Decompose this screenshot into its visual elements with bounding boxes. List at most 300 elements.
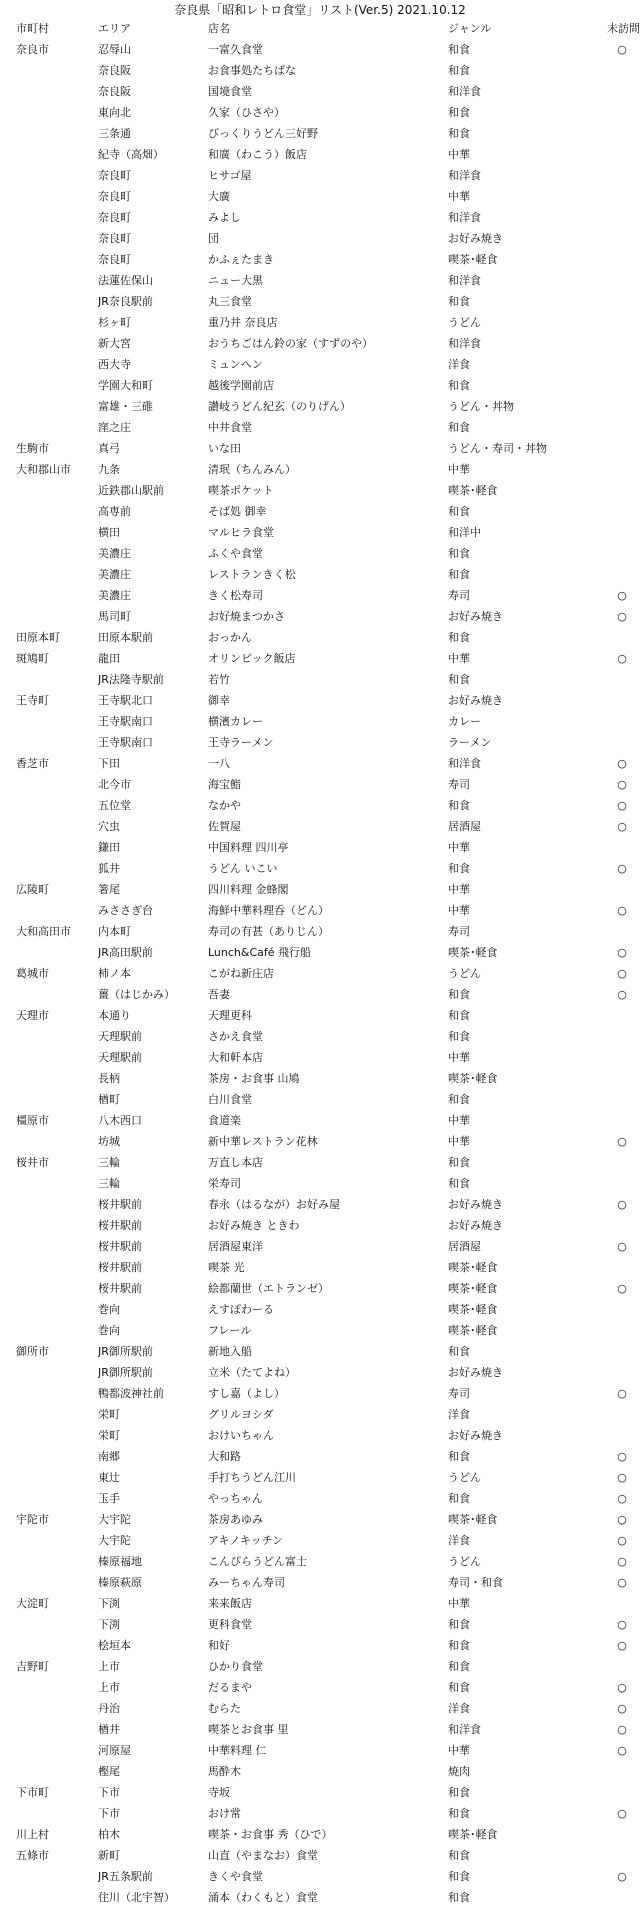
- row-area: 上市: [98, 1660, 120, 1673]
- row-unvisited-mark: [598, 1362, 640, 1383]
- row-genre: お好み焼き: [448, 610, 503, 623]
- row-genre: 喫茶･軽食: [448, 1828, 498, 1841]
- row-city: 王寺町: [16, 694, 49, 707]
- table-row: [0, 1824, 640, 1845]
- row-genre: 中華: [448, 1051, 470, 1064]
- row-unvisited-mark: [598, 165, 640, 186]
- document-title: 奈良県「昭和レトロ食堂」リスト(Ver.5) 2021.10.12: [174, 3, 466, 17]
- row-unvisited-mark: ○: [617, 1534, 627, 1547]
- row-unvisited-mark: [598, 354, 640, 375]
- row-name: うどん いこい: [208, 862, 278, 875]
- row-name: なかや: [208, 799, 241, 812]
- table-row: [0, 984, 640, 1005]
- row-area: JR奈良駅前: [98, 295, 153, 308]
- table-row: [0, 354, 640, 375]
- row-city: [0, 1068, 98, 1089]
- row-area: 龍田: [98, 652, 120, 665]
- row-area: 忍辱山: [98, 43, 131, 56]
- row-area: 奈良阪: [98, 64, 131, 77]
- table-row: [0, 165, 640, 186]
- row-name: お食事処たちばな: [208, 64, 296, 77]
- table-row: [0, 1761, 640, 1782]
- table-row: [0, 1446, 640, 1467]
- row-area: 王寺駅北口: [98, 694, 153, 707]
- row-area: 東向北: [98, 106, 131, 119]
- row-name: 食道楽: [208, 1114, 241, 1127]
- row-area: 学園大和町: [98, 379, 153, 392]
- row-area: 西大寺: [98, 358, 131, 371]
- row-area: 八木西口: [98, 1114, 142, 1127]
- row-city: [0, 1635, 98, 1656]
- row-name: 喫茶ポケット: [208, 484, 274, 497]
- table-row: [0, 333, 640, 354]
- row-name: 佐賀屋: [208, 820, 241, 833]
- row-genre: 中華: [448, 841, 470, 854]
- row-unvisited-mark: ○: [617, 1471, 627, 1484]
- row-genre: 喫茶･軽食: [448, 253, 498, 266]
- table-row: [0, 1404, 640, 1425]
- row-genre: うどん: [448, 1555, 481, 1568]
- row-city: [0, 1047, 98, 1068]
- row-unvisited-mark: [598, 1215, 640, 1236]
- row-area: みささぎ台: [98, 904, 153, 917]
- row-name: 天理更科: [208, 1009, 252, 1022]
- table-row: [0, 480, 640, 501]
- row-city: 吉野町: [16, 1660, 49, 1673]
- row-genre: 和食: [448, 127, 470, 140]
- row-city: [0, 1488, 98, 1509]
- row-genre: 和食: [448, 1870, 470, 1883]
- row-name: Lunch&Café 飛行船: [208, 946, 312, 959]
- table-row: [0, 879, 640, 900]
- row-city: [0, 333, 98, 354]
- table-row: [0, 1236, 640, 1257]
- row-unvisited-mark: [598, 1068, 640, 1089]
- row-name: 横濱カレー: [208, 715, 263, 728]
- row-genre: 洋食: [448, 1408, 470, 1421]
- row-unvisited-mark: [598, 249, 640, 270]
- table-row: [0, 375, 640, 396]
- row-genre: 和洋中: [448, 526, 481, 539]
- row-genre: 和食: [448, 1786, 470, 1799]
- table-row: [0, 1719, 640, 1740]
- row-area: 桧垣本: [98, 1639, 131, 1652]
- row-area: 大宇陀: [98, 1534, 131, 1547]
- row-genre: 和食: [448, 547, 470, 560]
- table-row: [0, 291, 640, 312]
- row-genre: 和食: [448, 379, 470, 392]
- table-row: [0, 1509, 640, 1530]
- row-genre: 寿司: [448, 778, 470, 791]
- row-city: [0, 858, 98, 879]
- row-unvisited-mark: [598, 543, 640, 564]
- row-name: えすぽわーる: [208, 1303, 274, 1316]
- row-genre: 和食: [448, 1891, 470, 1904]
- row-area: 奈良阪: [98, 85, 131, 98]
- table-row: [0, 1362, 640, 1383]
- header-city: 市町村: [16, 22, 49, 35]
- table-row: [0, 837, 640, 858]
- row-unvisited-mark: [598, 1005, 640, 1026]
- row-city: [0, 375, 98, 396]
- row-genre: 喫茶･軽食: [448, 1072, 498, 1085]
- row-unvisited-mark: [598, 102, 640, 123]
- row-area: 下渕: [98, 1618, 120, 1631]
- row-genre: 洋食: [448, 358, 470, 371]
- row-name: おけいちゃん: [208, 1429, 274, 1442]
- row-name: 更科食堂: [208, 1618, 252, 1631]
- row-genre: 中華: [448, 1114, 470, 1127]
- table-row: [0, 60, 640, 81]
- row-city: [0, 1530, 98, 1551]
- row-city: [0, 186, 98, 207]
- row-unvisited-mark: [598, 459, 640, 480]
- row-city: 桜井市: [16, 1156, 49, 1169]
- row-name: フレール: [208, 1324, 252, 1337]
- row-name: きくや食堂: [208, 1870, 263, 1883]
- row-genre: うどん: [448, 316, 481, 329]
- table-body: [0, 39, 640, 1908]
- table-row: [0, 1677, 640, 1698]
- row-unvisited-mark: [598, 564, 640, 585]
- row-city: 下市町: [16, 1786, 49, 1799]
- table-row: [0, 585, 640, 606]
- table-row: [0, 249, 640, 270]
- table-row: [0, 1551, 640, 1572]
- row-genre: 和食: [448, 106, 470, 119]
- row-area: 大宇陀: [98, 1513, 131, 1526]
- table-row: [0, 312, 640, 333]
- row-unvisited-mark: [598, 732, 640, 753]
- row-name: お好み焼き ときわ: [208, 1219, 300, 1232]
- row-city: [0, 1089, 98, 1110]
- row-city: [0, 837, 98, 858]
- row-city: [0, 732, 98, 753]
- row-unvisited-mark: [598, 312, 640, 333]
- row-genre: 和洋食: [448, 274, 481, 287]
- row-genre: 居酒屋: [448, 820, 481, 833]
- row-name: ヒサゴ屋: [208, 169, 252, 182]
- row-unvisited-mark: ○: [617, 1198, 627, 1211]
- row-name: 春永（はるなが）お好み屋: [208, 1198, 340, 1211]
- row-name: 丸三食堂: [208, 295, 252, 308]
- row-city: [0, 1173, 98, 1194]
- table-row: [0, 1530, 640, 1551]
- row-name: 喫茶 光: [208, 1261, 245, 1274]
- table-row: [0, 1278, 640, 1299]
- row-city: [0, 1131, 98, 1152]
- table-row: [0, 459, 640, 480]
- table-row: [0, 39, 640, 60]
- table-row: [0, 669, 640, 690]
- row-name: お好焼まつかさ: [208, 610, 285, 623]
- row-name: 居酒屋東洋: [208, 1240, 263, 1253]
- row-city: [0, 249, 98, 270]
- row-city: [0, 270, 98, 291]
- row-area: 奈良町: [98, 190, 131, 203]
- row-name: 山直（やまなお）食堂: [208, 1849, 318, 1862]
- row-unvisited-mark: ○: [617, 862, 627, 875]
- row-city: 川上村: [16, 1828, 49, 1841]
- row-unvisited-mark: ○: [617, 1555, 627, 1568]
- row-unvisited-mark: [598, 1299, 640, 1320]
- row-area: 美濃庄: [98, 547, 131, 560]
- row-unvisited-mark: ○: [617, 1240, 627, 1253]
- row-city: [0, 1866, 98, 1887]
- row-genre: カレー: [448, 715, 481, 728]
- row-genre: 喫茶･軽食: [448, 946, 498, 959]
- row-genre: うどん・丼物: [448, 400, 514, 413]
- row-city: [0, 522, 98, 543]
- row-area: 鴨都波神社前: [98, 1387, 164, 1400]
- table-row: [0, 1152, 640, 1173]
- row-name: 海鮮中華料理呑（どん）: [208, 904, 329, 917]
- row-unvisited-mark: ○: [617, 1807, 627, 1820]
- row-name: 讃岐うどん紀玄（のりげん）: [208, 400, 351, 413]
- table-row: [0, 1173, 640, 1194]
- row-name: 絵都蘭世（エトランゼ）: [208, 1282, 329, 1295]
- row-name: 中井食堂: [208, 421, 252, 434]
- row-city: [0, 501, 98, 522]
- table-row: [0, 1488, 640, 1509]
- row-unvisited-mark: ○: [617, 1492, 627, 1505]
- table-row: [0, 186, 640, 207]
- row-genre: 和洋食: [448, 169, 481, 182]
- row-name: 越後学園前店: [208, 379, 274, 392]
- table-row: [0, 921, 640, 942]
- row-name: 万直し本店: [208, 1156, 263, 1169]
- row-area: 坊城: [98, 1135, 120, 1148]
- row-city: [0, 144, 98, 165]
- row-area: 楢町: [98, 1093, 120, 1106]
- row-genre: 寿司: [448, 925, 470, 938]
- row-area: 玉手: [98, 1492, 120, 1505]
- row-genre: 喫茶･軽食: [448, 484, 498, 497]
- row-name: 王寺ラーメン: [208, 736, 274, 749]
- table-row: [0, 1320, 640, 1341]
- row-genre: うどん・寿司・丼物: [448, 442, 547, 455]
- row-area: 天理駅前: [98, 1051, 142, 1064]
- row-name: さかえ食堂: [208, 1030, 263, 1043]
- table-row: [0, 1740, 640, 1761]
- row-unvisited-mark: [598, 1761, 640, 1782]
- row-city: 大淀町: [16, 1597, 49, 1610]
- row-unvisited-mark: [598, 1341, 640, 1362]
- row-unvisited-mark: ○: [617, 988, 627, 1001]
- row-name: 久家（ひさや）: [208, 106, 285, 119]
- row-area: 奈良町: [98, 211, 131, 224]
- table-row: [0, 417, 640, 438]
- row-city: [0, 1446, 98, 1467]
- row-city: [0, 669, 98, 690]
- row-genre: お好み焼き: [448, 1198, 503, 1211]
- row-city: [0, 1551, 98, 1572]
- row-genre: 和食: [448, 421, 470, 434]
- row-name: 来来飯店: [208, 1597, 252, 1610]
- row-area: JR御所駅前: [98, 1366, 153, 1379]
- row-genre: うどん: [448, 1471, 481, 1484]
- row-name: みーちゃん寿司: [208, 1576, 285, 1589]
- row-city: [0, 1194, 98, 1215]
- row-area: 天理駅前: [98, 1030, 142, 1043]
- row-city: [0, 816, 98, 837]
- row-name: 中国料理 四川亭: [208, 841, 289, 854]
- row-unvisited-mark: [598, 1887, 640, 1908]
- row-unvisited-mark: [598, 1257, 640, 1278]
- row-city: 葛城市: [16, 967, 49, 980]
- table-row: [0, 270, 640, 291]
- row-genre: 中華: [448, 1597, 470, 1610]
- row-genre: お好み焼き: [448, 1219, 503, 1232]
- row-unvisited-mark: [598, 921, 640, 942]
- row-area: 榛原福地: [98, 1555, 142, 1568]
- row-name: 重乃井 奈良店: [208, 316, 278, 329]
- row-area: 北今市: [98, 778, 131, 791]
- row-area: 三輪: [98, 1156, 120, 1169]
- row-area: 狐井: [98, 862, 120, 875]
- row-area: 近鉄郡山駅前: [98, 484, 164, 497]
- row-area: 馬司町: [98, 610, 131, 623]
- table-row: [0, 900, 640, 921]
- row-area: 紀寺（高畑）: [98, 148, 164, 161]
- row-name: 新地入船: [208, 1345, 252, 1358]
- row-area: 真弓: [98, 442, 120, 455]
- row-area: 内本町: [98, 925, 131, 938]
- table-row: [0, 501, 640, 522]
- row-unvisited-mark: [598, 1425, 640, 1446]
- row-unvisited-mark: ○: [617, 1723, 627, 1736]
- row-name: 手打ちうどん江川: [208, 1471, 296, 1484]
- row-genre: 和洋食: [448, 211, 481, 224]
- row-area: JR五条駅前: [98, 1870, 153, 1883]
- row-city: [0, 711, 98, 732]
- row-name: マルヒラ食堂: [208, 526, 274, 539]
- row-genre: 和食: [448, 1450, 470, 1463]
- row-genre: 和食: [448, 1009, 470, 1022]
- row-name: びっくりうどん三好野: [208, 127, 318, 140]
- table-row: [0, 942, 640, 963]
- table-row: [0, 1026, 640, 1047]
- row-area: 鎌田: [98, 841, 120, 854]
- row-area: 田原本駅前: [98, 631, 153, 644]
- row-city: 斑鳩町: [16, 652, 49, 665]
- row-name: 和廣（わこう）飯店: [208, 148, 307, 161]
- row-genre: 和食: [448, 1660, 470, 1673]
- row-unvisited-mark: ○: [617, 1282, 627, 1295]
- row-area: 新町: [98, 1849, 120, 1862]
- row-genre: 焼肉: [448, 1765, 470, 1778]
- row-name: いな田: [208, 442, 241, 455]
- row-unvisited-mark: [598, 627, 640, 648]
- row-name: オリンピック飯店: [208, 652, 296, 665]
- row-genre: 和食: [448, 1345, 470, 1358]
- row-city: [0, 1425, 98, 1446]
- row-city: 五條市: [16, 1849, 49, 1862]
- row-name: 喫茶とお食事 里: [208, 1723, 289, 1736]
- header-unvisited: 未訪問: [607, 22, 640, 35]
- row-city: [0, 1887, 98, 1908]
- row-name: 立米（たてよね）: [208, 1366, 296, 1379]
- row-unvisited-mark: [598, 879, 640, 900]
- row-unvisited-mark: ○: [617, 1744, 627, 1757]
- table-header: [0, 18, 640, 39]
- row-unvisited-mark: [598, 1824, 640, 1845]
- row-name: みよし: [208, 211, 241, 224]
- row-city: [0, 1026, 98, 1047]
- row-name: 中華料理 仁: [208, 1744, 267, 1757]
- row-genre: 和食: [448, 1618, 470, 1631]
- row-genre: お好み焼き: [448, 232, 503, 245]
- row-unvisited-mark: ○: [617, 757, 627, 770]
- table-row: [0, 858, 640, 879]
- table-row: [0, 1047, 640, 1068]
- row-genre: 和食: [448, 43, 470, 56]
- row-city: 宇陀市: [16, 1513, 49, 1526]
- row-unvisited-mark: [598, 186, 640, 207]
- row-city: 橿原市: [16, 1114, 49, 1127]
- row-name: 馬酔木: [208, 1765, 241, 1778]
- table-row: [0, 1089, 640, 1110]
- row-area: JR法隆寺駅前: [98, 673, 164, 686]
- row-name: やっちゃん: [208, 1492, 263, 1505]
- row-city: [0, 1761, 98, 1782]
- row-name: レストランきく松: [208, 568, 296, 581]
- row-area: 三条通: [98, 127, 131, 140]
- row-name: きく松寿司: [208, 589, 263, 602]
- row-city: [0, 1320, 98, 1341]
- row-area: 九条: [98, 463, 120, 476]
- row-name: ふくや食堂: [208, 547, 263, 560]
- row-unvisited-mark: [598, 1782, 640, 1803]
- row-area: 五位堂: [98, 799, 131, 812]
- row-city: [0, 60, 98, 81]
- row-unvisited-mark: ○: [617, 799, 627, 812]
- row-city: [0, 1698, 98, 1719]
- table-row: [0, 564, 640, 585]
- table-row: [0, 627, 640, 648]
- row-genre: 洋食: [448, 1534, 470, 1547]
- row-unvisited-mark: [598, 207, 640, 228]
- row-genre: 和食: [448, 673, 470, 686]
- row-genre: 中華: [448, 1135, 470, 1148]
- row-name: かふぇたまき: [208, 253, 274, 266]
- row-area: 箸尾: [98, 883, 120, 896]
- row-unvisited-mark: [598, 270, 640, 291]
- row-unvisited-mark: [598, 1656, 640, 1677]
- row-name: 新中華レストラン花林: [208, 1135, 318, 1148]
- row-unvisited-mark: [598, 333, 640, 354]
- row-unvisited-mark: [598, 690, 640, 711]
- table-row: [0, 1341, 640, 1362]
- row-unvisited-mark: [598, 1026, 640, 1047]
- row-genre: 中華: [448, 904, 470, 917]
- table-row: [0, 963, 640, 984]
- row-city: 広陵町: [16, 883, 49, 896]
- row-genre: お好み焼き: [448, 694, 503, 707]
- row-unvisited-mark: [598, 396, 640, 417]
- row-area: 奈良町: [98, 232, 131, 245]
- row-area: 奈良町: [98, 169, 131, 182]
- row-city: [0, 984, 98, 1005]
- row-area: 上市: [98, 1681, 120, 1694]
- table-row: [0, 1593, 640, 1614]
- row-name: 涌本（わくもと）食堂: [208, 1891, 318, 1904]
- row-unvisited-mark: ○: [617, 946, 627, 959]
- row-area: 下市: [98, 1786, 120, 1799]
- row-city: [0, 1572, 98, 1593]
- table-row: [0, 1656, 640, 1677]
- row-unvisited-mark: ○: [617, 1135, 627, 1148]
